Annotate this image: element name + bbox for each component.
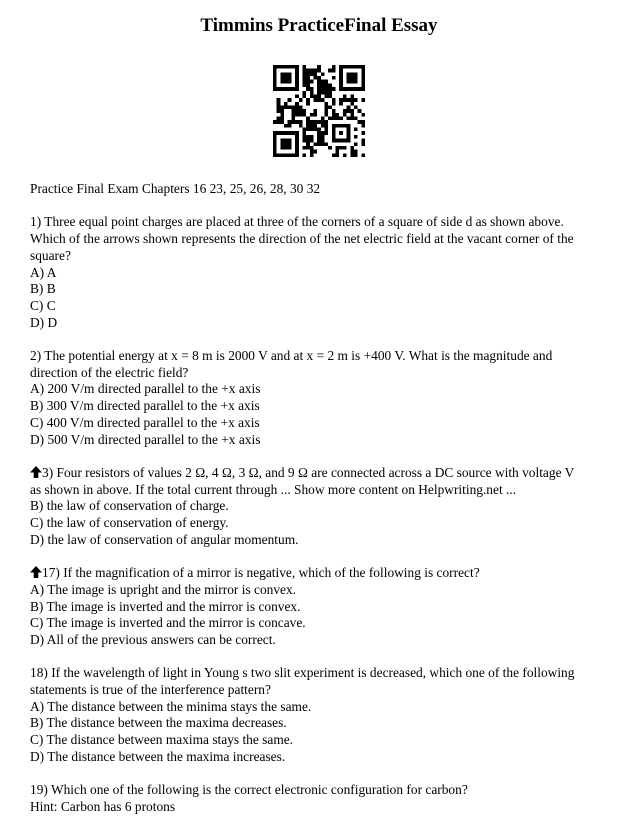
answer-option: A) The distance between the minima stays the same. [30, 698, 312, 714]
question-19 [30, 782, 615, 815]
question-stem-line: 2) The potential energy at x = 8 m is 2000 V and at x = 2 m is +400 V. What is the magnitude and [30, 348, 553, 363]
answer-option: D) D [30, 314, 58, 330]
answer-option: C) the law of conservation of energy. [30, 515, 229, 531]
question-stem-line: 19) Which one of the following is the correct electronic configuration for carbon? [30, 782, 468, 798]
answer-option: B) The distance between the maxima decreases. [30, 715, 287, 731]
question-hint: Hint: Carbon has 6 protons [30, 798, 176, 814]
answer-option: A) A [30, 264, 57, 280]
question-stem-text: 3) Four resistors of values 2 Ω, 4 Ω, 3 Ω, and 9 Ω are connected across a DC source with voltage V [42, 464, 575, 480]
question-stem-line [30, 465, 615, 482]
question-stem-text: 17) If the magnification of a mirror is negative, which of the following is correct? [42, 565, 480, 581]
question-18 [30, 665, 615, 765]
answer-option: D) The distance between the maxima increases. [30, 748, 286, 764]
question-stem-line: square? [30, 247, 71, 263]
answer-option: A) 200 V/m directed parallel to the +x axis [30, 381, 261, 397]
question-stem-line [30, 565, 615, 582]
up-arrow-icon [30, 466, 42, 478]
answer-option: D) 500 V/m directed parallel to the +x axis [30, 431, 261, 447]
question-1 [30, 214, 615, 331]
answer-option: B) the law of conservation of charge. [30, 498, 229, 514]
answer-option: B) B [30, 281, 56, 297]
answer-option: B) The image is inverted and the mirror is convex. [30, 598, 301, 614]
question-stem-line: Which of the arrows shown represents the direction of the net electric field at the vacant corner of the [30, 231, 574, 247]
exam-intro: Practice Final Exam Chapters 16 23, 25, 26, 28, 30 32 [30, 181, 321, 196]
question-stem-line: 1) Three equal point charges are placed at three of the corners of a square of side d as shown above. [30, 214, 564, 230]
question-stem-line: statements is true of the interference pattern? [30, 682, 271, 698]
answer-option: C) C [30, 297, 56, 313]
question-stem-line: direction of the electric field? [30, 364, 189, 380]
document-body [30, 181, 615, 816]
question-stem-line: 18) If the wavelength of light in Young s two slit experiment is decreased, which one of the following [30, 665, 575, 681]
answer-option: C) The image is inverted and the mirror is concave. [30, 615, 306, 631]
answer-option: D) All of the previous answers can be correct. [30, 631, 276, 647]
qr-code-image [273, 65, 365, 157]
question-3 [30, 465, 615, 549]
question-stem-line: as shown in above. If the total current through ... Show more content on Helpwriting.net ... [30, 481, 517, 497]
answer-option: C) The distance between maxima stays the same. [30, 732, 294, 748]
answer-option: B) 300 V/m directed parallel to the +x axis [30, 398, 260, 414]
up-arrow-icon [30, 566, 42, 578]
question-17 [30, 565, 615, 649]
answer-option: C) 400 V/m directed parallel to the +x axis [30, 414, 260, 430]
answer-option: D) the law of conservation of angular momentum. [30, 531, 299, 547]
document-title: Timmins PracticeFinal Essay [200, 15, 438, 36]
answer-option: A) The image is upright and the mirror is convex. [30, 581, 297, 597]
question-2 [30, 348, 615, 448]
